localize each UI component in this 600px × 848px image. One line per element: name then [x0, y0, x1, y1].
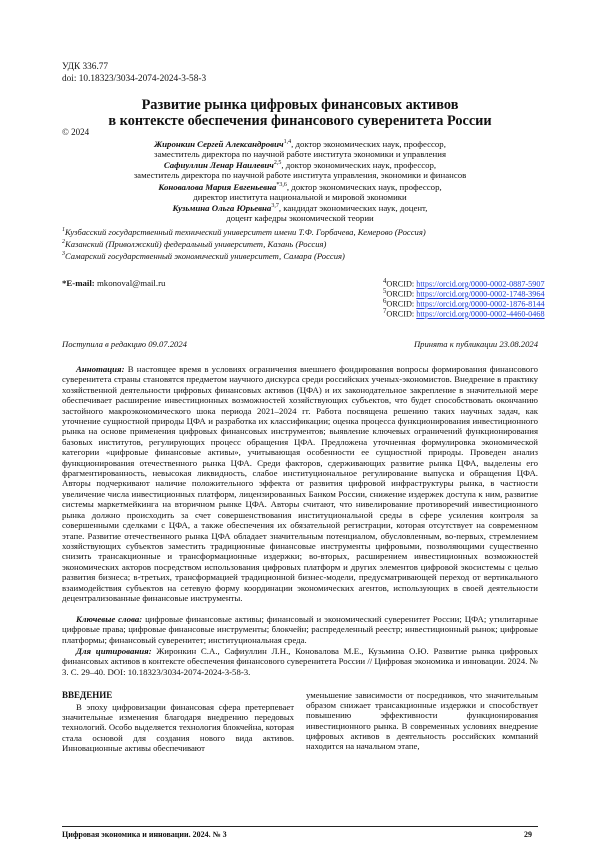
section-heading: ВВЕДЕНИЕ — [62, 690, 113, 700]
page-number: 29 — [524, 830, 532, 839]
author-name: Сафиуллин Ленар Наилевич — [163, 159, 274, 170]
author-3: Коновалова Мария Евгеньевна$^{*3,6}$, доктор экономических наук, профессор, директор института национальной и мировой экономики — [158, 181, 442, 203]
author-2: Сафиуллин Ленар Наилевич$^{2,5}$, доктор экономических наук, профессор, заместитель директора по научной работе института управления, экономики и финансов — [133, 159, 467, 181]
doi: doi: 10.18323/3034-2074-2024-3-58-3 — [62, 74, 207, 84]
contact-email: *E-mail: mkonoval@mail.ru — [62, 278, 166, 288]
intro-left-column: В эпоху цифровизации финансовая сфера претерпевает значительные изменения благодаря внедрению передовых технологий. Особо выделяется технология блокчейна, которая стала основой для создания нового вида активов. Инновационные активы обеспечивают — [62, 702, 294, 753]
orcid-link: $^4$ORCID: https://orcid.org/0000-0002-0887-5907 — [383, 278, 545, 289]
intro-right-column: уменьшение зависимости от посредников, что значительным образом снижает трансакционные издержки и способствует повышению эффективности функционирования инвестиционного рынка. В современных условиях внедрение цифровых активов в деятельность российских компаний находится на начальном этапе, — [306, 690, 538, 752]
abstract-label: Аннотация: — [76, 364, 125, 374]
received-date: Поступила в редакцию 09.07.2024 — [62, 339, 187, 349]
author-name: Коновалова Мария Евгеньевна — [158, 181, 277, 192]
author-name: Кузьмина Ольга Юрьевна — [172, 202, 272, 213]
affiliation-1: $^1$Кузбасский государственный технический университет имени Т.Ф. Горбачева, Кемерово (Россия) — [62, 226, 426, 237]
orcid-link: $^5$ORCID: https://orcid.org/0000-0002-1748-3964 — [383, 288, 545, 299]
citation: Для цитирования: Жиронкин С.А., Сафиуллин Л.Н., Коновалова М.Е., Кузьмина О.Ю. Развитие рынка цифровых финансовых активов в контексте обеспечения финансового суверенитета России // Цифровая экономика и инновации. 2024. № 3. С. 29–40. DOI: 10.18323/3034-2074-2024-3-58-3. — [62, 646, 538, 677]
udc-code: УДК 336.77 — [62, 62, 109, 72]
footer-divider — [62, 826, 538, 827]
affiliation-3: $^3$Самарский государственный экономический университет, Самара (Россия) — [62, 250, 345, 261]
keywords: Ключевые слова: цифровые финансовые активы; финансовый и экономический суверенитет России; ЦФА; утилитарные цифровые права; цифровые финансовые инструменты; блокчейн; распределенный реестр; инвестиционный рынок; цифровые платформы; финансовый суверенитет; институциональная среда. — [62, 614, 538, 645]
orcid-link: $^6$ORCID: https://orcid.org/0000-0002-1876-8144 — [383, 298, 545, 309]
affiliation-2: $^2$Казанский (Приволжский) федеральный университет, Казань (Россия) — [62, 238, 327, 249]
title-line-2: в контексте обеспечения финансового суверенитета России — [108, 113, 492, 129]
author-1: Жиронкин Сергей Александрович$^{1,4}$, доктор экономических наук, профессор, заместитель директора по научной работе института экономики и управления — [153, 138, 447, 160]
author-4: Кузьмина Ольга Юрьевна$^{3,7}$, кандидат экономических наук, доцент, доцент кафедры экономической теории — [172, 202, 428, 224]
abstract: Аннотация: В настоящее время в условиях ограничения внешнего фондирования вопросы формирования финансового суверенитета страны становятся предметом научного дискурса среди российских ученых-экономистов. Внедрение в практику хозяйственной деятельности цифровых финансовых активов (ЦФА) и их законодательное закрепление в значительной мере обеспечивает расширение инвестиционных возможностей хозяйствующих субъектов, что будет способствовать окончанию застойного макроэкономического шока периода 2021–2024 гг. Работа посвящена решению таких научных задач, как уточнение сущностной природы ЦФА и разработка их классификации; оценка процесса функционирования инвестиционного рынка на основе применения цифровых финансовых инструментов; выявление ключевых ограничений функционирования базовых институтов, регулирующих процесс обращения ЦФА. Предложена уточненная формулировка экономической категории «цифровые финансовые активы», учитывающая особенности ее сущностной природы. Проведен анализ функционирования отечественного рынка ЦФА. Среди факторов, сдерживающих развитие рынка ЦФА, выделены его фрагментированность, невысокая ликвидность, слабое институциональное регулирование выпуска и обращения ЦФА. Авторы подчеркивают наличие положительного эффекта от развития цифровой инфраструктуры рынка, в частности увеличение числа инвестиционных платформ, лицензированных Банком России, снижение издержек доступа к ним, развитие системы маркетмейкинга на вторичном рынке ЦФА. Авторы считают, что нивелирование противоречий инвестиционного рынка должно происходить за счет совершенствования институциональной среды в сфере усиления контроля за совершенными сделками с ЦФА, а также обеспечения их обязательной регистрации, которая отсутствует на современном этапе. Развитие отечественного рынка ЦФА обладает значительным потенциалом, обусловленным, во-первых, стремлением хозяйствующих субъектов заместить традиционные финансовые инструменты цифровыми, позволяющими существенно снизить трансакционные и трансформационные издержки; во-вторых, расширением инвестиционных возможностей экономических акторов посредством использования цифровых платформ и других элементов цифровой экосистемы с целью развития бизнеса; в-третьих, трансформацией традиционной бизнес-модели, предусматривающей переход от вертикального взаимодействия субъектов на сетевую форму координации экономических агентов, использующих в своей деятельности децентрализованные финансовые инструменты. — [62, 364, 538, 603]
citation-label: Для цитирования: — [76, 646, 152, 656]
page-title — [60, 97, 540, 129]
footer-journal: Цифровая экономика и инновации. 2024. № 3 — [62, 830, 227, 839]
author-name: Жиронкин Сергей Александрович — [154, 138, 284, 149]
orcid-link: $^7$ORCID: https://orcid.org/0000-0002-4460-0468 — [383, 308, 545, 319]
accepted-date: Принята к публикации 23.08.2024 — [413, 339, 538, 349]
keywords-label: Ключевые слова: — [76, 614, 143, 624]
copyright: © 2024 — [62, 127, 90, 137]
title-line-1: Развитие рынка цифровых финансовых активов — [141, 97, 459, 113]
